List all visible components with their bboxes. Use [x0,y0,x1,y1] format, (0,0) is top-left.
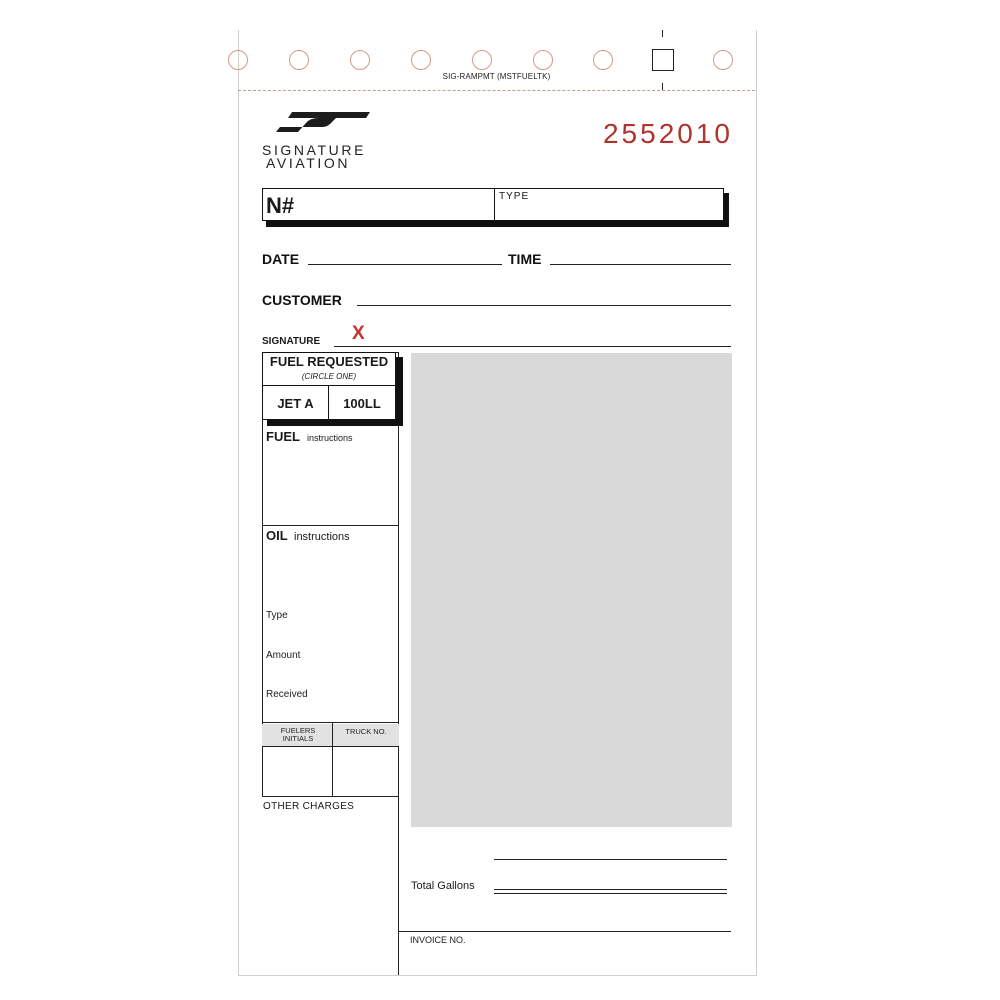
invoice-number-label: INVOICE NO. [410,935,466,945]
perforation-hole [411,50,431,70]
fuel-instructions-sublabel: instructions [307,433,353,443]
perforation-hole [593,50,613,70]
perforation-hole [289,50,309,70]
signature-x-mark: X [352,323,365,344]
oil-received-label: Received [266,689,308,700]
tail-number-label: N# [266,193,295,218]
signature-label: SIGNATURE [262,336,321,347]
fuel-instructions-field[interactable] [264,446,396,522]
perforation-hole [350,50,370,70]
perforation-hole [228,50,248,70]
gallons-line[interactable] [494,859,727,860]
oil-instructions-label: OIL [266,528,288,543]
checkbox[interactable] [652,49,674,71]
time-label: TIME [508,251,542,267]
tail-number-field[interactable] [290,190,490,220]
initials-top-divider [262,722,399,723]
truck-number-label: TRUCK NO. [345,727,387,736]
tail-type-divider [494,189,495,220]
checkbox-tick-bottom [662,83,663,90]
fuelers-initials-field[interactable] [264,748,330,795]
customer-label: CUSTOMER [262,292,342,308]
fuel-oil-divider [262,525,399,526]
customer-field[interactable] [357,305,731,306]
meter-print-panel [411,353,732,827]
circle-one-note: (CIRCLE ONE) [301,372,357,381]
initials-bottom-divider [262,796,399,797]
perforation-hole [472,50,492,70]
truck-number-field[interactable] [334,748,396,795]
fuel-requested-title: FUEL REQUESTED [269,354,389,369]
oil-instructions-sublabel: instructions [294,531,350,543]
total-gallons-double-line [494,893,727,894]
type-label: TYPE [499,191,530,202]
signature-field[interactable] [334,346,731,347]
form-code: SIG-RAMPMT (MSTFUELTK) [442,72,551,81]
total-gallons-label: Total Gallons [411,880,475,892]
oil-type-label: Type [266,610,288,621]
fuel-option-100ll[interactable]: 100LL [343,396,381,411]
fuelers-initials-label: FUELERS INITIALS [280,726,316,743]
perforation-hole [533,50,553,70]
oil-amount-label: Amount [266,650,301,661]
perforation-hole [713,50,733,70]
serial-number: 2552010 [602,118,733,149]
type-field[interactable] [498,203,720,219]
left-column-right-edge [398,352,399,975]
brand-name-line1: SIGNATURE [262,142,367,158]
fuel-option-jet-a[interactable]: JET A [277,396,314,411]
signature-aviation-logo-icon [274,108,374,138]
date-field[interactable] [308,264,502,265]
date-label: DATE [262,251,300,267]
total-gallons-field[interactable] [494,889,727,890]
initials-header-divider [262,746,399,747]
invoice-divider [399,931,731,932]
checkbox-tick-top [662,30,663,37]
fuel-requested-divider [263,385,395,386]
time-field[interactable] [550,264,731,265]
invoice-number-field[interactable] [470,934,730,970]
brand-name-line2: AVIATION [266,155,351,171]
initials-column-divider [332,722,333,797]
fuel-instructions-label: FUEL [266,429,300,444]
tear-strip [238,30,755,91]
other-charges-label: OTHER CHARGES [263,801,355,812]
